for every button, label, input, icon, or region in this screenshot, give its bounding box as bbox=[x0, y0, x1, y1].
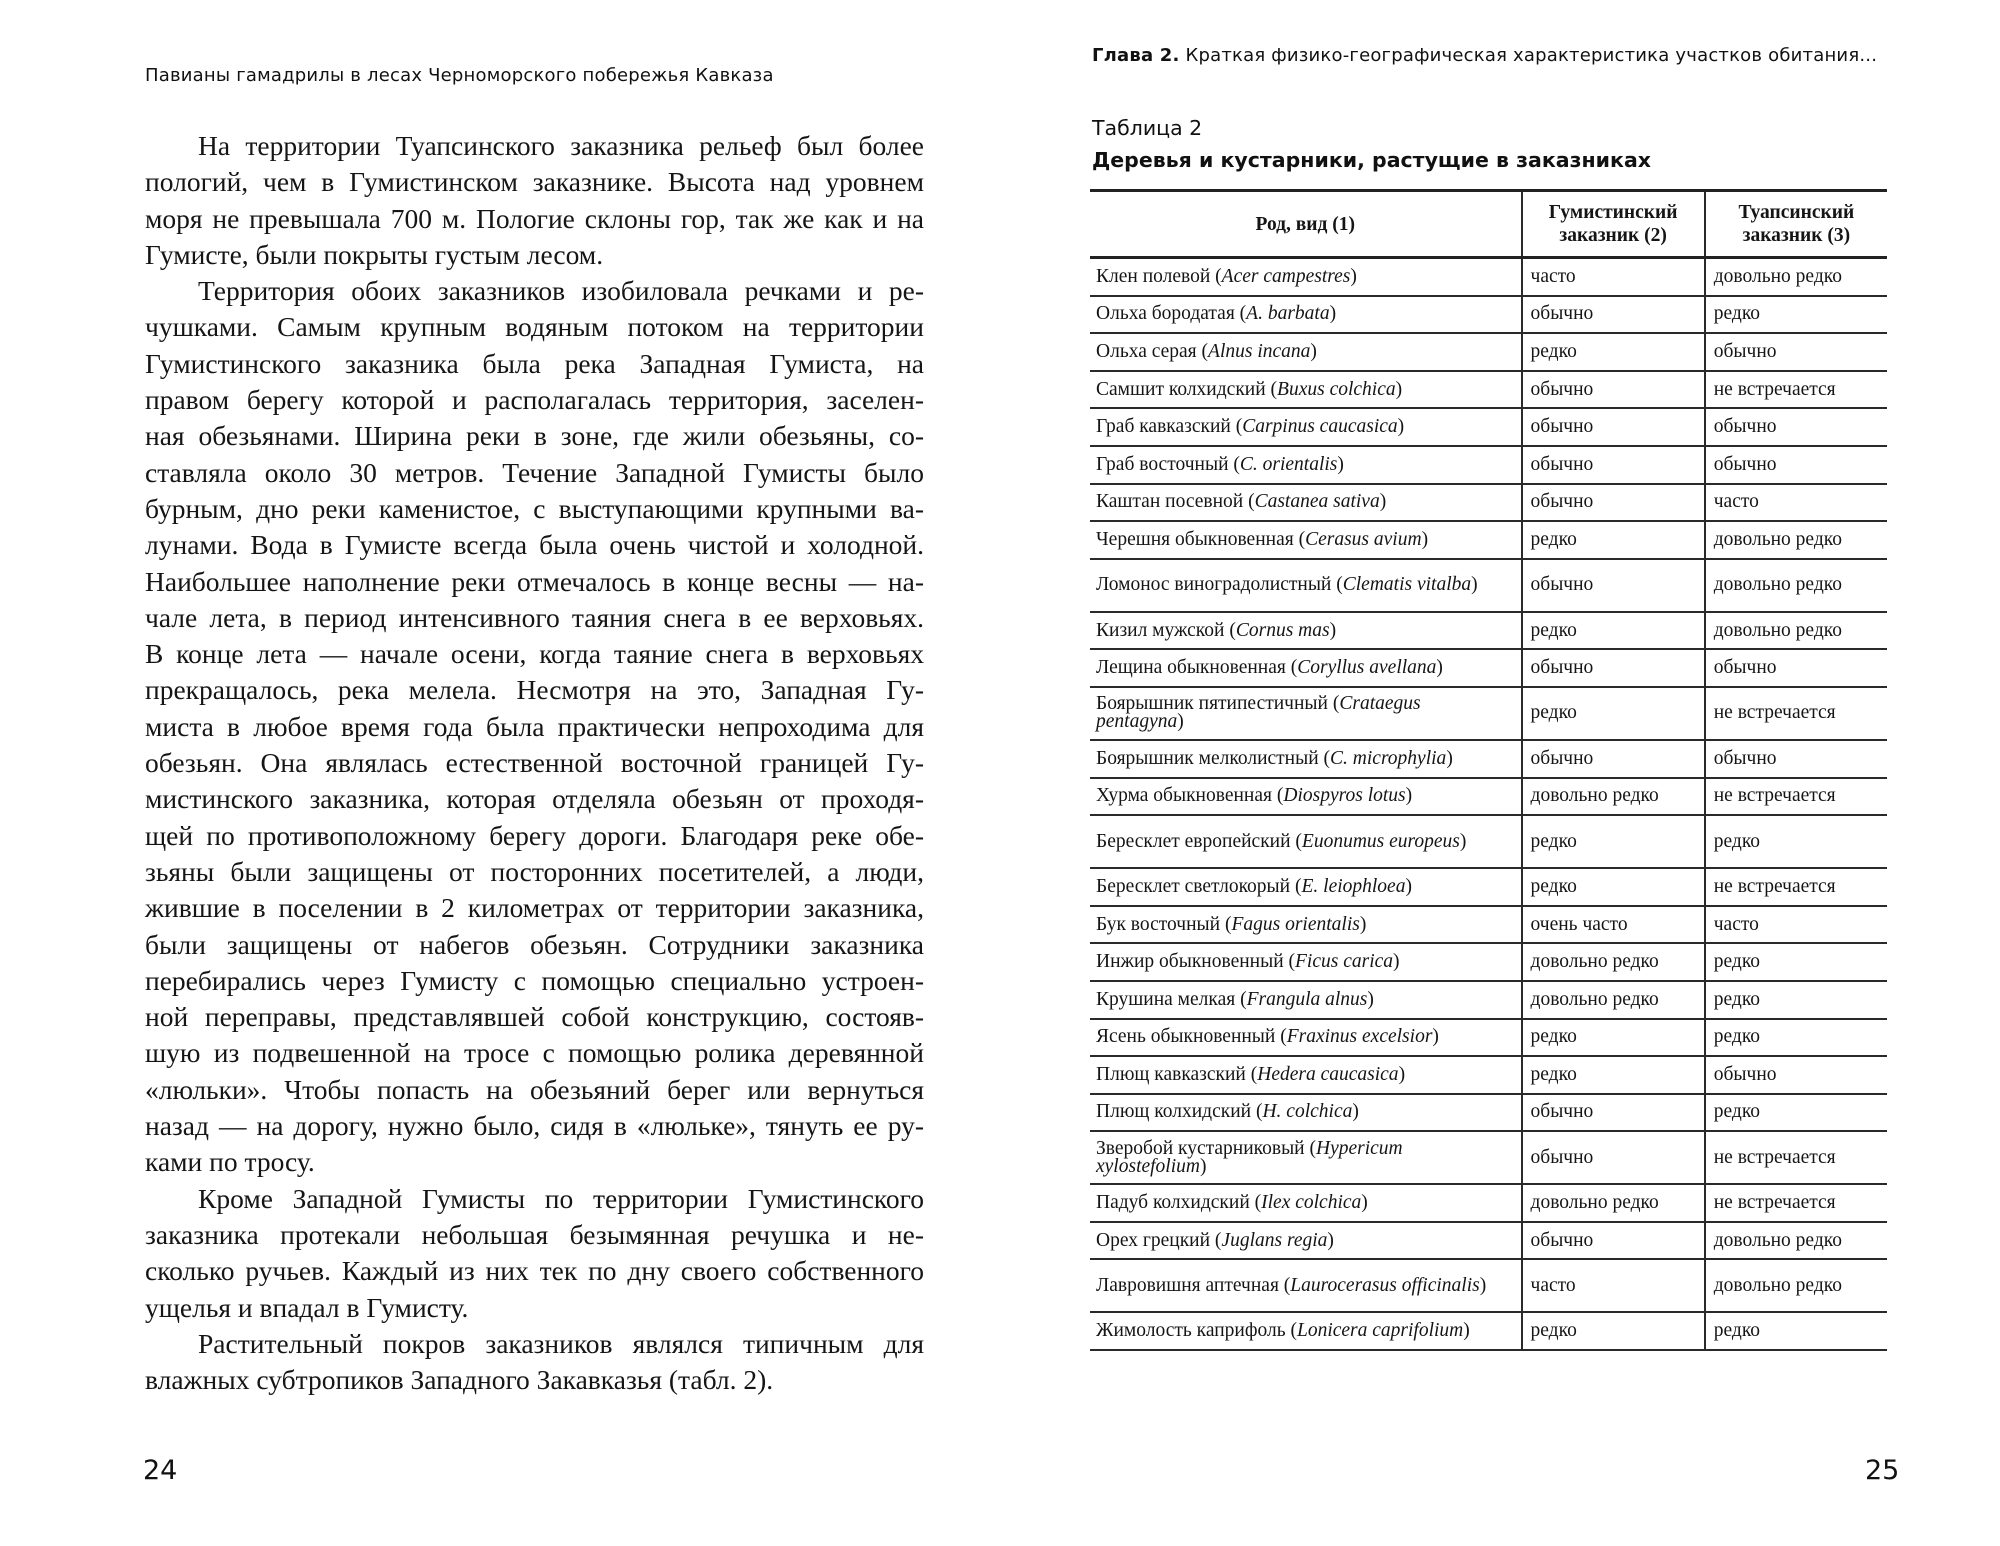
text-line: прекращалось, река мелела. Несмотря на это, Западная Гу- bbox=[145, 674, 924, 706]
paren-close: ) bbox=[1310, 340, 1317, 362]
tuapse-frequency: не встречается bbox=[1705, 1131, 1887, 1184]
species-cell bbox=[1090, 1184, 1522, 1222]
gumista-frequency: очень часто bbox=[1522, 906, 1705, 944]
species-cell bbox=[1090, 1312, 1522, 1350]
species-common-name: Плющ кавказский bbox=[1096, 1063, 1246, 1085]
paren-open: ( bbox=[1224, 619, 1236, 641]
tuapse-frequency: не встречается bbox=[1705, 868, 1887, 906]
paren-open: ( bbox=[1318, 747, 1331, 769]
tuapse-frequency: обычно bbox=[1705, 740, 1887, 778]
species-latin-name: Crataegus pentagyna bbox=[1096, 693, 1421, 733]
species-cell bbox=[1090, 740, 1522, 778]
species-latin-name: Acer campestres bbox=[1221, 265, 1351, 287]
species-cell bbox=[1090, 815, 1522, 868]
paren-open: ( bbox=[1285, 1320, 1297, 1342]
species-common-name: Ольха серая bbox=[1096, 340, 1197, 362]
gumista-frequency: обычно bbox=[1522, 559, 1705, 612]
paren-close: ) bbox=[1395, 378, 1403, 400]
tuapse-frequency: довольно редко bbox=[1705, 1259, 1887, 1312]
species-common-name: Боярышник мелколистный bbox=[1096, 747, 1319, 769]
text-line: «люльки». Чтобы попасть на обезьяний берег или вернуться bbox=[145, 1073, 924, 1105]
species-common-name: Инжир обыкновенный bbox=[1096, 951, 1284, 973]
species-common-name: Зверобой кустарниковый bbox=[1096, 1137, 1305, 1159]
text-line: ущелья и впадал в Гумисту. bbox=[145, 1291, 469, 1323]
text-line: щей по противоположному берегу дороги. Благодаря реке обе- bbox=[145, 819, 924, 851]
text-line: влажных субтропиков Западного Закавказья (табл. 2). bbox=[145, 1364, 774, 1396]
species-common-name: Жимолость каприфоль bbox=[1096, 1320, 1286, 1342]
paren-close: ) bbox=[1367, 988, 1374, 1010]
gumista-frequency: редко bbox=[1522, 521, 1705, 559]
paren-open: ( bbox=[1290, 875, 1302, 897]
gumista-frequency: редко bbox=[1522, 687, 1705, 740]
gumista-frequency: обычно bbox=[1522, 408, 1705, 446]
tuapse-frequency: довольно редко bbox=[1705, 612, 1887, 650]
text-line: На территории Туапсинского заказника рельеф был более bbox=[198, 130, 924, 161]
species-common-name: Кизил мужской bbox=[1096, 619, 1225, 641]
paren-close: ) bbox=[1361, 1192, 1368, 1214]
species-latin-name: Diospyros lotus bbox=[1283, 785, 1406, 807]
tuapse-frequency: редко bbox=[1705, 296, 1887, 334]
paren-open: ( bbox=[1285, 657, 1298, 679]
tuapse-frequency: часто bbox=[1705, 484, 1887, 522]
paren-open: ( bbox=[1228, 453, 1240, 475]
tuapse-frequency: довольно редко bbox=[1705, 258, 1887, 296]
paren-open: ( bbox=[1275, 1026, 1287, 1048]
species-common-name: Хурма обыкновенная bbox=[1096, 785, 1272, 807]
table-header-row bbox=[1090, 191, 1887, 258]
species-cell bbox=[1090, 333, 1522, 371]
species-common-name: Ломонос виноградолистный bbox=[1096, 574, 1332, 596]
species-common-name: Лавровишня аптечная bbox=[1096, 1274, 1279, 1296]
tuapse-frequency: обычно bbox=[1705, 333, 1887, 371]
paren-open: ( bbox=[1249, 1192, 1262, 1214]
species-cell bbox=[1090, 687, 1522, 740]
tuapse-frequency: обычно bbox=[1705, 446, 1887, 484]
gumista-frequency: обычно bbox=[1522, 296, 1705, 334]
gumista-frequency: довольно редко bbox=[1522, 778, 1705, 816]
table-row bbox=[1090, 1184, 1887, 1222]
gumista-frequency: часто bbox=[1522, 1259, 1705, 1312]
gumista-frequency: часто bbox=[1522, 258, 1705, 296]
text-line: Наибольшее наполнение реки отмечалось в конце весны — на- bbox=[145, 565, 924, 597]
paren-close: ) bbox=[1405, 785, 1413, 807]
tuapse-frequency: не встречается bbox=[1705, 371, 1887, 409]
paren-close: ) bbox=[1393, 951, 1400, 973]
gumista-frequency: довольно редко bbox=[1522, 981, 1705, 1019]
species-common-name: Орех грецкий bbox=[1096, 1229, 1211, 1251]
text-line: ками по тросу. bbox=[145, 1146, 315, 1178]
species-cell bbox=[1090, 906, 1522, 944]
table-row bbox=[1090, 906, 1887, 944]
gumista-frequency: редко bbox=[1522, 1056, 1705, 1094]
gumista-frequency: обычно bbox=[1522, 446, 1705, 484]
tuapse-frequency: редко bbox=[1705, 943, 1887, 981]
text-line: Гумисте, были покрыты густым лесом. bbox=[145, 238, 604, 270]
species-common-name: Бук восточный bbox=[1096, 913, 1221, 935]
species-latin-name: E. leiophloea bbox=[1301, 875, 1406, 897]
tuapse-frequency: редко bbox=[1705, 1019, 1887, 1057]
paren-close: ) bbox=[1459, 830, 1467, 852]
tuapse-frequency: обычно bbox=[1705, 1056, 1887, 1094]
paren-close: ) bbox=[1397, 416, 1405, 438]
species-latin-name: Buxus colchica bbox=[1277, 378, 1396, 400]
paren-open: ( bbox=[1304, 1137, 1316, 1159]
page-number-right: 25 bbox=[1865, 1455, 1900, 1486]
tuapse-frequency: довольно редко bbox=[1705, 1222, 1887, 1260]
text-line: обезьян. Она являлась естественной восточной границей Гу- bbox=[145, 747, 924, 779]
chapter-label: Глава 2. bbox=[1092, 45, 1180, 66]
species-latin-name: Coryllus avellana bbox=[1297, 657, 1437, 679]
text-line: мистинского заказника, которая отделяла обезьян от проходя- bbox=[145, 783, 924, 815]
text-line: В конце лета — начале осени, когда таяние снега в верховьях bbox=[145, 638, 924, 670]
species-cell bbox=[1090, 1094, 1522, 1132]
species-table bbox=[1090, 189, 1887, 1351]
table-row bbox=[1090, 446, 1887, 484]
table-row bbox=[1090, 1056, 1887, 1094]
gumista-frequency: обычно bbox=[1522, 371, 1705, 409]
text-line: Растительный покров заказников являлся типичным для bbox=[198, 1327, 924, 1359]
gumista-frequency: редко bbox=[1522, 612, 1705, 650]
text-line: Территория обоих заказников изобиловала речками и ре- bbox=[198, 275, 924, 307]
species-common-name: Крушина мелкая bbox=[1096, 988, 1236, 1010]
table-row bbox=[1090, 408, 1887, 446]
table-row bbox=[1090, 559, 1887, 612]
paren-open: ( bbox=[1210, 265, 1222, 287]
text-line: лунами. Вода в Гумисте всегда была очень чистой и холодной. bbox=[145, 529, 924, 561]
gumista-frequency: редко bbox=[1522, 333, 1705, 371]
text-line: ная обезьянами. Ширина реки в зоне, где жили обезьяны, со- bbox=[145, 420, 924, 452]
species-cell bbox=[1090, 371, 1522, 409]
column-header-species: Род, вид (1) bbox=[1090, 191, 1522, 258]
gumista-frequency: редко bbox=[1522, 1312, 1705, 1350]
species-latin-name: Carpinus caucasica bbox=[1242, 416, 1398, 438]
species-latin-name: Fagus orientalis bbox=[1231, 913, 1360, 935]
tuapse-frequency: редко bbox=[1705, 981, 1887, 1019]
tuapse-frequency: редко bbox=[1705, 1094, 1887, 1132]
text-line: были защищены от набегов обезьян. Сотрудники заказника bbox=[145, 928, 924, 960]
text-line: перебирались через Гумисту с помощью специально устроен- bbox=[145, 964, 924, 996]
tuapse-frequency: не встречается bbox=[1705, 1184, 1887, 1222]
table-row bbox=[1090, 484, 1887, 522]
tuapse-frequency: редко bbox=[1705, 815, 1887, 868]
species-latin-name: Hypericum xylostefolium bbox=[1096, 1137, 1403, 1177]
paren-open: ( bbox=[1243, 491, 1255, 513]
paren-open: ( bbox=[1272, 785, 1284, 807]
paren-close: ) bbox=[1337, 453, 1344, 475]
species-latin-name: Ilex colchica bbox=[1261, 1192, 1362, 1214]
table-row bbox=[1090, 1312, 1887, 1350]
paren-open: ( bbox=[1290, 830, 1302, 852]
gumista-frequency: обычно bbox=[1522, 649, 1705, 687]
paren-open: ( bbox=[1245, 1063, 1258, 1085]
table-row bbox=[1090, 258, 1887, 296]
column-header-gumista: Гумистинский заказник (2) bbox=[1522, 191, 1705, 258]
species-common-name: Лещина обыкновенная bbox=[1096, 657, 1286, 679]
gumista-frequency: обычно bbox=[1522, 1131, 1705, 1184]
gumista-frequency: редко bbox=[1522, 815, 1705, 868]
tuapse-frequency: обычно bbox=[1705, 649, 1887, 687]
column-header-tuapse: Туапсинский заказник (3) bbox=[1705, 191, 1887, 258]
gumista-frequency: обычно bbox=[1522, 1222, 1705, 1260]
text-line: миста в любое время года была практически непроходима для bbox=[145, 710, 924, 742]
species-latin-name: Castanea sativa bbox=[1254, 491, 1380, 513]
table-row bbox=[1090, 815, 1887, 868]
paren-open: ( bbox=[1220, 913, 1232, 935]
tuapse-frequency: довольно редко bbox=[1705, 559, 1887, 612]
species-cell bbox=[1090, 1222, 1522, 1260]
paren-close: ) bbox=[1446, 747, 1453, 769]
species-cell bbox=[1090, 484, 1522, 522]
paren-close: ) bbox=[1398, 1063, 1406, 1085]
paren-open: ( bbox=[1235, 988, 1247, 1010]
tuapse-frequency: не встречается bbox=[1705, 687, 1887, 740]
text-line: ной переправы, представлявшей собой конструкцию, состояв- bbox=[145, 1001, 924, 1033]
gumista-frequency: довольно редко bbox=[1522, 1184, 1705, 1222]
species-latin-name: Hedera caucasica bbox=[1257, 1063, 1399, 1085]
paren-close: ) bbox=[1329, 303, 1337, 325]
text-line: правом берегу которой и располагалась территория, заселен- bbox=[145, 384, 924, 416]
species-latin-name: Alnus incana bbox=[1208, 340, 1311, 362]
table-row bbox=[1090, 943, 1887, 981]
text-line: бурным, дно реки каменистое, с выступающими крупными ва- bbox=[145, 492, 924, 524]
species-common-name: Плющ колхидский bbox=[1096, 1101, 1252, 1123]
paren-open: ( bbox=[1196, 340, 1209, 362]
species-latin-name: H. colchica bbox=[1262, 1101, 1353, 1123]
species-common-name: Граб кавказский bbox=[1096, 416, 1231, 438]
gumista-frequency: обычно bbox=[1522, 1094, 1705, 1132]
species-latin-name: C. orientalis bbox=[1239, 453, 1338, 475]
gumista-frequency: редко bbox=[1522, 1019, 1705, 1057]
chapter-title: Краткая физико-географическая характеристика участков обитания... bbox=[1179, 45, 1878, 66]
paren-close: ) bbox=[1471, 574, 1478, 596]
species-common-name: Самшит колхидский bbox=[1096, 378, 1266, 400]
paren-open: ( bbox=[1251, 1101, 1263, 1123]
paren-close: ) bbox=[1177, 711, 1184, 733]
text-line: пологий, чем в Гумистинском заказнике. Высота над уровнем bbox=[145, 166, 924, 198]
species-latin-name: Juglans regia bbox=[1221, 1229, 1328, 1251]
paren-close: ) bbox=[1199, 1155, 1207, 1177]
text-line: Кроме Западной Гумисты по территории Гумистинского bbox=[198, 1182, 924, 1214]
table-row bbox=[1090, 868, 1887, 906]
gumista-frequency: довольно редко bbox=[1522, 943, 1705, 981]
tuapse-frequency: не встречается bbox=[1705, 778, 1887, 816]
table-title: Деревья и кустарники, растущие в заказниках bbox=[1092, 148, 1652, 172]
paren-close: ) bbox=[1350, 265, 1357, 287]
paren-close: ) bbox=[1479, 1274, 1487, 1296]
paren-open: ( bbox=[1293, 528, 1306, 550]
text-line: жившие в поселении в 2 километрах от территории заказника, bbox=[145, 892, 924, 924]
paren-open: ( bbox=[1331, 574, 1343, 596]
text-line: чале лета, в период интенсивного таяния снега в ее верховьях. bbox=[145, 601, 924, 633]
table-row bbox=[1090, 1222, 1887, 1260]
species-cell bbox=[1090, 1019, 1522, 1057]
paren-open: ( bbox=[1230, 416, 1243, 438]
species-latin-name: Euonumus europeus bbox=[1301, 830, 1460, 852]
species-cell bbox=[1090, 521, 1522, 559]
species-latin-name: Fraxinus excelsior bbox=[1286, 1026, 1433, 1048]
table-row bbox=[1090, 1131, 1887, 1184]
species-cell bbox=[1090, 778, 1522, 816]
paren-close: ) bbox=[1463, 1320, 1470, 1342]
species-common-name: Клен полевой bbox=[1096, 265, 1211, 287]
paren-open: ( bbox=[1327, 693, 1340, 715]
species-cell bbox=[1090, 943, 1522, 981]
table-row bbox=[1090, 981, 1887, 1019]
gumista-frequency: обычно bbox=[1522, 484, 1705, 522]
table-label: Таблица 2 bbox=[1092, 116, 1203, 140]
table-row bbox=[1090, 1094, 1887, 1132]
species-cell bbox=[1090, 408, 1522, 446]
paren-open: ( bbox=[1210, 1229, 1222, 1251]
gumista-frequency: редко bbox=[1522, 868, 1705, 906]
table-row bbox=[1090, 371, 1887, 409]
tuapse-frequency: обычно bbox=[1705, 408, 1887, 446]
paren-open: ( bbox=[1265, 378, 1278, 400]
table-row bbox=[1090, 296, 1887, 334]
paren-close: ) bbox=[1352, 1101, 1359, 1123]
gumista-frequency: обычно bbox=[1522, 740, 1705, 778]
species-common-name: Падуб колхидский bbox=[1096, 1192, 1250, 1214]
text-line: назад — на дорогу, нужно было, сидя в «люльке», тянуть ее ру- bbox=[145, 1110, 924, 1142]
paren-close: ) bbox=[1432, 1026, 1439, 1048]
table-row bbox=[1090, 687, 1887, 740]
table-row bbox=[1090, 612, 1887, 650]
species-latin-name: Lonicera caprifolium bbox=[1296, 1320, 1464, 1342]
text-line: чушками. Самым крупным водяным потоком на территории bbox=[145, 311, 924, 343]
text-line: шую из подвешенной на тросе с помощью ролика деревянной bbox=[145, 1037, 924, 1069]
species-common-name: Бересклет светлокорый bbox=[1096, 875, 1291, 897]
tuapse-frequency: редко bbox=[1705, 1312, 1887, 1350]
species-cell bbox=[1090, 1056, 1522, 1094]
species-cell bbox=[1090, 258, 1522, 296]
species-latin-name: A. barbata bbox=[1246, 303, 1330, 325]
species-common-name: Черешня обыкновенная bbox=[1096, 528, 1294, 550]
paren-close: ) bbox=[1327, 1229, 1334, 1251]
species-common-name: Каштан посевной bbox=[1096, 491, 1244, 513]
tuapse-frequency: часто bbox=[1705, 906, 1887, 944]
species-cell bbox=[1090, 612, 1522, 650]
text-line: заказника протекали небольшая безымянная речушка и не- bbox=[145, 1218, 924, 1250]
paren-close: ) bbox=[1436, 657, 1443, 679]
text-line: моря не превышала 700 м. Пологие склоны гор, так же как и на bbox=[145, 202, 924, 234]
species-cell bbox=[1090, 296, 1522, 334]
species-latin-name: Laurocerasus officinalis bbox=[1290, 1274, 1480, 1296]
text-line: сколько ручьев. Каждый из них тек по дну своего собственного bbox=[145, 1255, 924, 1287]
paren-open: ( bbox=[1278, 1274, 1291, 1296]
table-row bbox=[1090, 778, 1887, 816]
paren-open: ( bbox=[1234, 303, 1247, 325]
running-head-left: Павианы гамадрилы в лесах Черноморского побережья Кавказа bbox=[145, 65, 774, 86]
tuapse-frequency: довольно редко bbox=[1705, 521, 1887, 559]
species-latin-name: Cerasus avium bbox=[1305, 528, 1422, 550]
table-row bbox=[1090, 1259, 1887, 1312]
species-cell bbox=[1090, 649, 1522, 687]
page-number-left: 24 bbox=[143, 1455, 178, 1486]
species-common-name: Бересклет европейский bbox=[1096, 830, 1291, 852]
species-common-name: Ясень обыкновенный bbox=[1096, 1026, 1276, 1048]
table-row bbox=[1090, 333, 1887, 371]
paren-close: ) bbox=[1359, 913, 1367, 935]
species-common-name: Граб восточный bbox=[1096, 453, 1229, 475]
paren-close: ) bbox=[1421, 528, 1429, 550]
table-row bbox=[1090, 521, 1887, 559]
right-page bbox=[1000, 0, 2000, 1546]
table-row bbox=[1090, 740, 1887, 778]
species-latin-name: Ficus carica bbox=[1295, 951, 1394, 973]
table-row bbox=[1090, 1019, 1887, 1057]
species-common-name: Ольха бородатая bbox=[1096, 303, 1235, 325]
paren-close: ) bbox=[1329, 619, 1337, 641]
paren-close: ) bbox=[1379, 491, 1387, 513]
species-latin-name: Cornus mas bbox=[1235, 619, 1330, 641]
text-line: зьяны были защищены от посторонних посетителей, а люди, bbox=[145, 855, 924, 887]
running-head-right bbox=[1092, 45, 1877, 66]
body-text bbox=[145, 128, 924, 1398]
table-row bbox=[1090, 649, 1887, 687]
species-cell bbox=[1090, 446, 1522, 484]
species-cell bbox=[1090, 868, 1522, 906]
species-cell bbox=[1090, 1259, 1522, 1312]
species-latin-name: Clematis vitalba bbox=[1342, 574, 1472, 596]
text-line: ставляла около 30 метров. Течение Западной Гумисты было bbox=[145, 456, 924, 488]
species-cell bbox=[1090, 559, 1522, 612]
table-body bbox=[1090, 258, 1887, 1351]
species-latin-name: C. microphylia bbox=[1330, 747, 1447, 769]
table-caption bbox=[1092, 112, 1651, 176]
species-common-name: Боярышник пятипестичный bbox=[1096, 693, 1328, 715]
text-line: Гумистинского заказника была река Западная Гумиста, на bbox=[145, 347, 924, 379]
paren-close: ) bbox=[1405, 875, 1412, 897]
species-cell bbox=[1090, 981, 1522, 1019]
species-latin-name: Frangula alnus bbox=[1246, 988, 1368, 1010]
paren-open: ( bbox=[1283, 951, 1296, 973]
species-cell bbox=[1090, 1131, 1522, 1184]
